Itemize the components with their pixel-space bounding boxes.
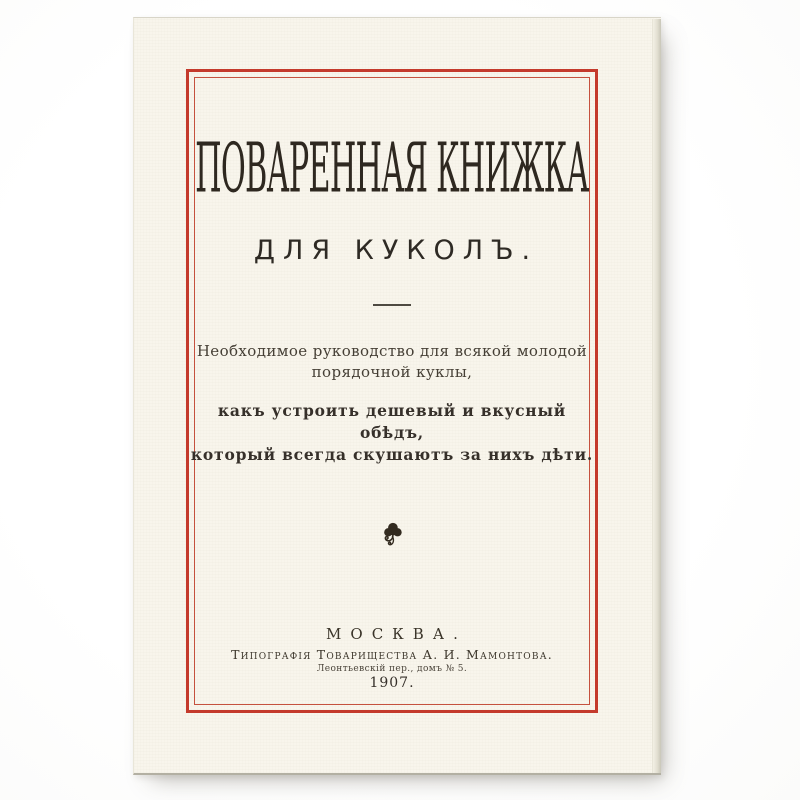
red-frame-outer (186, 69, 598, 713)
lead-line1: какъ устроить дешевый и вкусный обѣдъ, (217, 401, 567, 442)
subtitle-line1: Необходимое руководство для всякой молодой (196, 342, 588, 360)
lead-paragraph (189, 400, 595, 466)
imprint-year: 1907. (369, 675, 415, 691)
subtitle-line2: порядочной куклы, (311, 363, 473, 381)
lead-line2: который всегда скушаютъ за нихъ дѣти. (190, 445, 594, 464)
book-title-text: ПОВАРЕННАЯ КНИЖКА (195, 128, 589, 208)
imprint-address: Леонтьевскій пер., домъ № 5. (316, 664, 468, 674)
clover-fleuron-icon (189, 520, 595, 552)
book-subtitle-title: ДЛЯ КУКОЛЪ. (253, 235, 539, 266)
book-cover (133, 17, 661, 775)
imprint-city: МОСКВА. (326, 625, 467, 643)
book-page-edge (652, 19, 661, 773)
imprint-publisher: Типографія Товарищества А. И. Мамонтова. (231, 647, 553, 662)
subtitle-paragraph (189, 341, 595, 383)
book-title (189, 128, 595, 208)
divider-rule (373, 304, 411, 306)
